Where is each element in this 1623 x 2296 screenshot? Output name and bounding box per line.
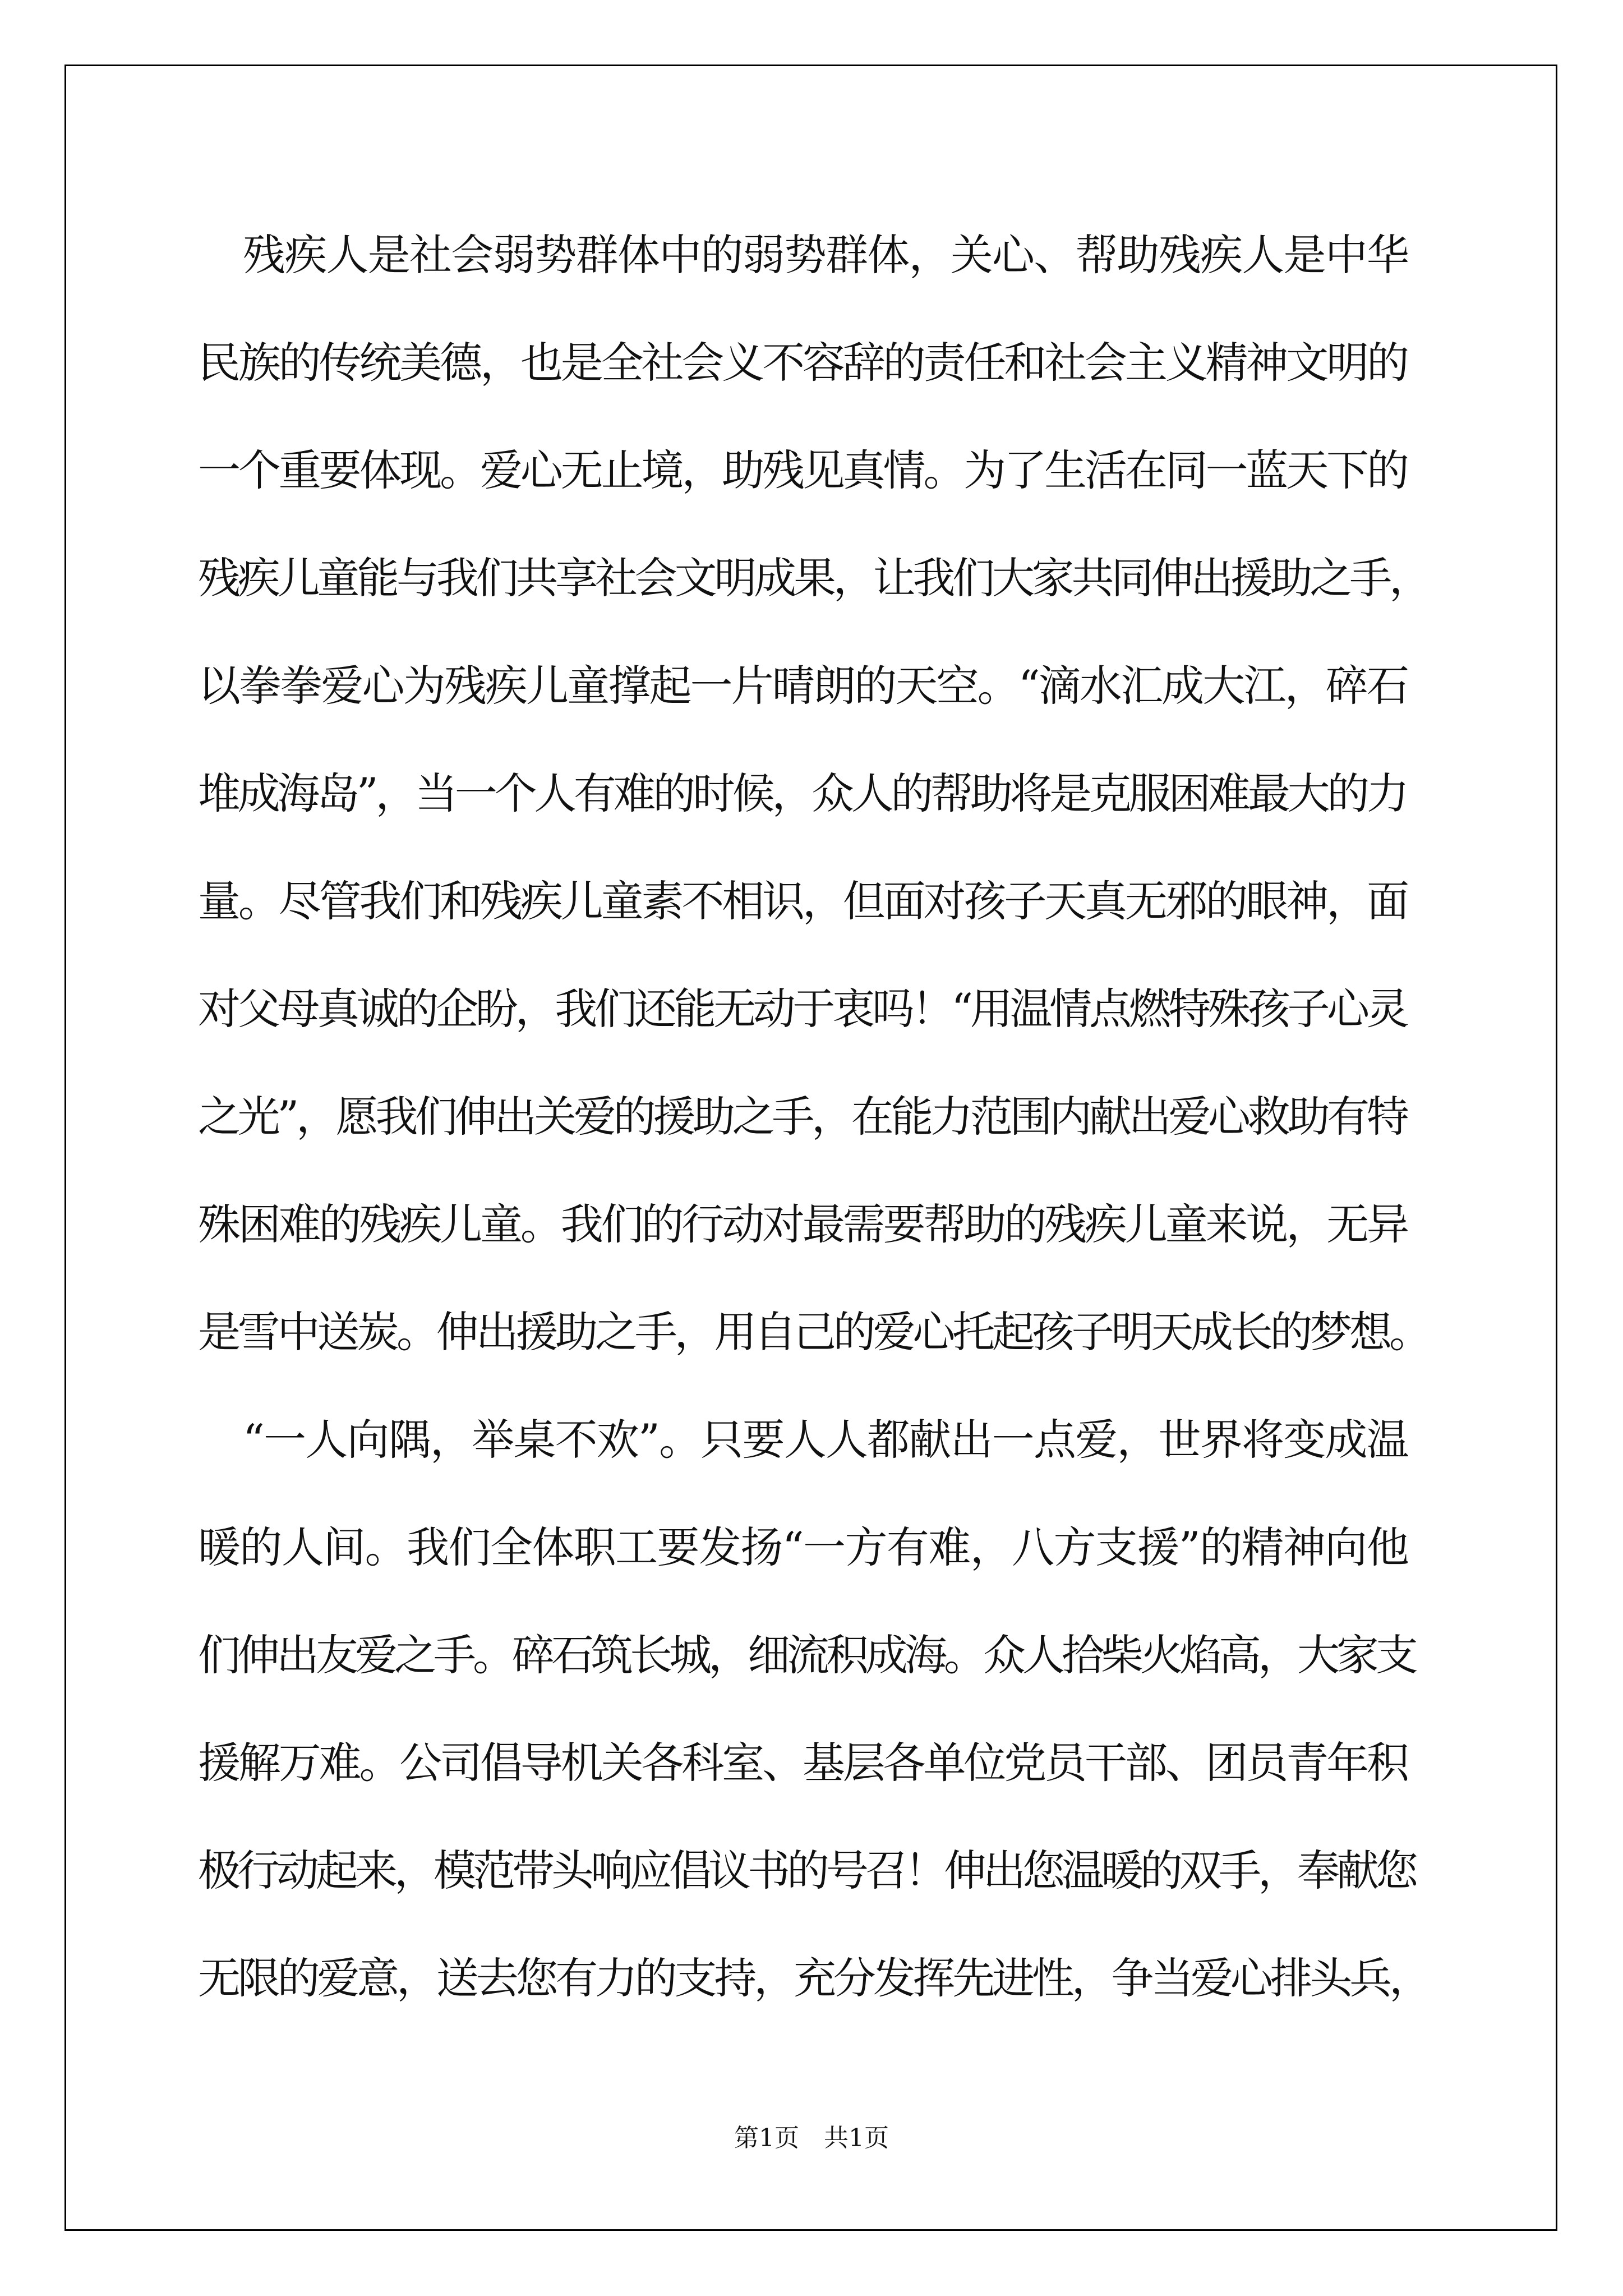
page-number-footer: 第1页 共1页 [734,2124,889,2152]
paragraph-1-line-2: 民族的传统美德，也是全社会义不容辞的责任和社会主义精神文明的 [198,338,1407,388]
paragraph-1-line-8: 对父母真诚的企盼，我们还能无动于衷吗！“用温情点燃特殊孩子心灵 [198,984,1407,1034]
paragraph-1-line-7: 量。尽管我们和残疾儿童素不相识，但面对孩子天真无邪的眼神，面 [198,876,1407,926]
paragraph-1-line-1: 残疾人是社会弱势群体中的弱势群体，关心、帮助残疾人是中华 [243,230,1409,280]
paragraph-1-line-9: 之光”，愿我们伸出关爱的援助之手，在能力范围内献出爱心救助有特 [198,1092,1407,1142]
paragraph-2-line-1: “一人向隅，举桌不欢”。只要人人都献出一点爱，世界将变成温 [243,1415,1408,1465]
paragraph-1-line-6: 堆成海岛”，当一个人有难的时候，众人的帮助将是克服困难最大的力 [198,769,1407,818]
paragraph-1-line-4: 残疾儿童能与我们共享社会文明成果，让我们大家共同伸出援助之手， [198,553,1429,603]
paragraph-2-line-3: 们伸出友爱之手。碎石筑长城，细流积成海。众人拾柴火焰高，大家支 [198,1630,1415,1680]
paragraph-1-line-10: 殊困难的残疾儿童。我们的行动对最需要帮助的残疾儿童来说，无异 [198,1199,1407,1249]
paragraph-1-line-3: 一个重要体现。爱心无止境，助残见真情。为了生活在同一蓝天下的 [198,445,1407,495]
paragraph-2-line-4: 援解万难。公司倡导机关各科室、基层各单位党员干部、团员青年积 [198,1738,1407,1788]
paragraph-1-line-5: 以拳拳爱心为残疾儿童撑起一片晴朗的天空。“滴水汇成大江，碎石 [198,661,1408,711]
paragraph-2-line-2: 暖的人间。我们全体职工要发扬“一方有难，八方支援”的精神向他 [198,1522,1409,1572]
paragraph-1-line-11: 是雪中送炭。伸出援助之手，用自己的爱心托起孩子明天成长的梦想。 [198,1307,1429,1357]
document-body [198,222,1432,2090]
paragraph-2-line-5: 极行动起来，模范带头响应倡议书的号召！伸出您温暖的双手，奉献您 [198,1846,1415,1895]
paragraph-2-line-6: 无限的爱意，送去您有力的支持，充分发挥先进性，争当爱心排头兵， [198,1953,1429,2003]
